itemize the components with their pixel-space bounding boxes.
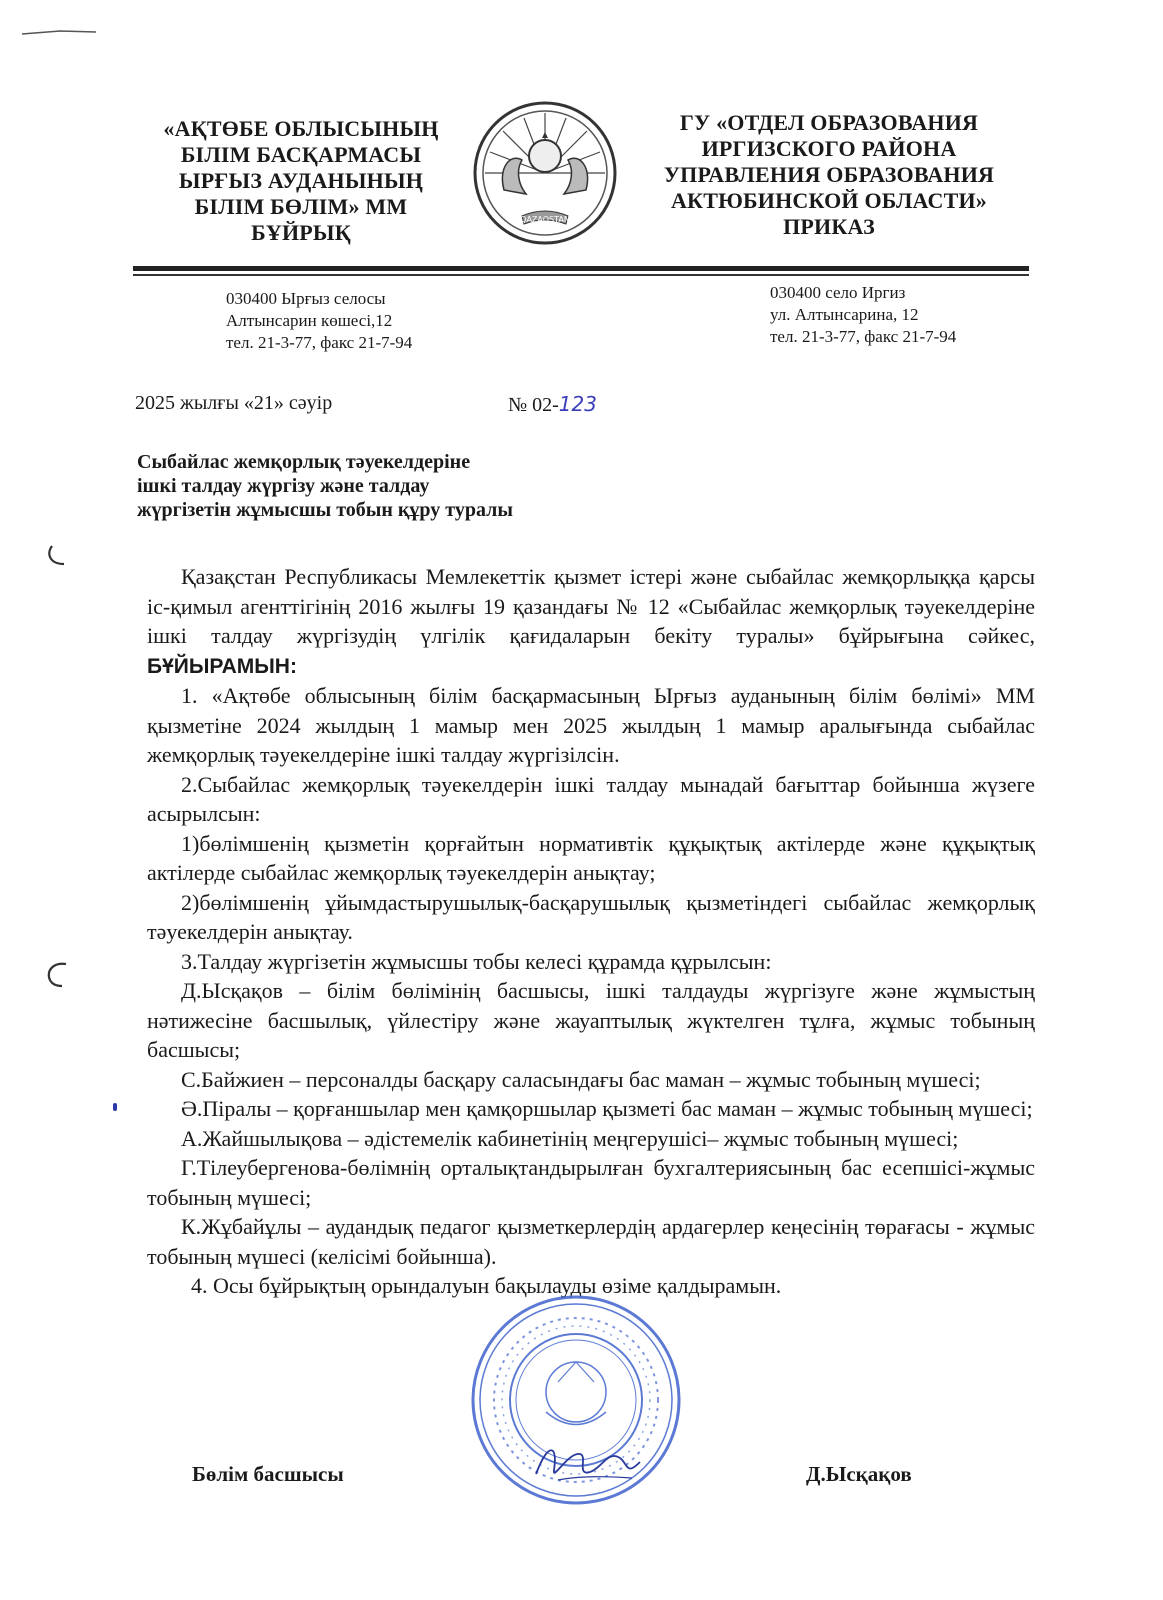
address-russian: [770, 282, 956, 348]
header-left-line: «АҚТӨБЕ ОБЛЫСЫНЫҢ: [163, 116, 439, 141]
intro-paragraph: [147, 562, 1035, 681]
header-left-line: БІЛІМ БАСҚАРМАСЫ: [180, 142, 422, 167]
state-emblem-icon: [470, 98, 620, 248]
punch-hole-mark: [42, 960, 70, 988]
header-right-line: АКТЮБИНСКОЙ ОБЛАСТИ»: [670, 188, 988, 213]
clause-2-2: 2)бөлімшенің ұйымдастырушылық-басқарушылық қызметіндегі сыбайлас жемқорлық тәуекелдерін анықтау.: [147, 889, 1035, 944]
member-2: С.Байжиен – персоналды басқару саласындағы бас маман – жұмыс тобының мүшесі;: [181, 1066, 981, 1092]
order-number-prefix: № 02-: [508, 394, 559, 416]
intro-text: Қазақстан Республикасы Мемлекеттік қызмет істері және сыбайлас жемқорлыққа қарсы іс-қимыл агенттігінің 2016 жылғы 19 қазандағы № 12 «Сыбайлас жемқорлық тәуекелдеріне ішкі талдау жүргізудің үлгілік қағидаларын бекіту туралы» бұйрығына сәйкес,: [147, 564, 1035, 648]
scan-mark: [20, 28, 98, 36]
header-divider-thin: [133, 274, 1029, 276]
header-russian: [640, 110, 1018, 240]
address-line: Алтынсарин көшесі,12: [226, 311, 393, 330]
member-1: Д.Ысқақов – білім бөлімінің басшысы, ішкі талдауды жүргізуге және жұмыстың нәтижесіне басшылық, үйлестіру және жауаптылық жүктелген тұлға, жұмыс тобының басшысы;: [147, 978, 1035, 1062]
clause-1: 1. «Ақтөбе облысының білім басқармасының Ырғыз ауданының білім бөлімі» ММ қызметіне 2024 жылдың 1 мамыр мен 2025 жылдың 1 мамыр аралығында сыбайлас жемқорлық тәуекелдеріне ішкі талдау жүргізілсін.: [147, 683, 1035, 767]
official-seal-stamp: [468, 1292, 684, 1508]
header-right-line: ГУ «ОТДЕЛ ОБРАЗОВАНИЯ: [679, 110, 979, 135]
clause-4: 4. Осы бұйрықтың орындалуын бақылауды өзіме қалдырамын.: [191, 1273, 782, 1298]
order-body: [147, 562, 1035, 1301]
handwritten-signature: [528, 1432, 648, 1492]
emblem-text: QAZAQSTAN: [520, 215, 570, 224]
ink-dot: [113, 1103, 117, 1111]
header-divider-thick: [133, 266, 1029, 271]
header-left-title: БҰЙРЫҚ: [251, 220, 351, 245]
subject-line: Сыбайлас жемқорлық тәуекелдеріне: [137, 451, 471, 473]
address-kazakh: [226, 288, 412, 354]
address-line: ул. Алтынсарина, 12: [770, 305, 919, 324]
subject-line: ішкі талдау жүргізу және талдау: [137, 475, 430, 497]
header-right-title: ПРИКАЗ: [783, 214, 875, 239]
order-date: 2025 жылғы «21» сәуір: [135, 392, 333, 414]
address-line: 030400 Ырғыз селосы: [226, 289, 386, 308]
address-line: тел. 21-3-77, факс 21-7-94: [226, 333, 413, 352]
clause-2-1: 1)бөлімшенің қызметін қорғайтын нормативтік құқықтық актілерде және құқықтық актілерде сыбайлас жемқорлық тәуекелдерін анықтау;: [147, 830, 1035, 885]
header-left-line: ЫРҒЫЗ АУДАНЫНЫҢ: [178, 168, 424, 193]
header-right-line: ИРГИЗСКОГО РАЙОНА: [701, 136, 957, 161]
address-line: тел. 21-3-77, факс 21-7-94: [770, 327, 957, 346]
address-line: 030400 село Иргиз: [770, 283, 906, 302]
header-right-line: УПРАВЛЕНИЯ ОБРАЗОВАНИЯ: [663, 162, 995, 187]
subject-line: жүргізетін жұмысшы тобын құру туралы: [137, 499, 513, 521]
order-number-handwritten: 123: [558, 392, 597, 416]
member-4: А.Жайшылықова – әдістемелік кабинетінің меңгерушісі– жұмыс тобының мүшесі;: [181, 1125, 959, 1151]
member-3: Ә.Піралы – қорғаншылар мен қамқоршылар қызметі бас маман – жұмыс тобының мүшесі;: [181, 1096, 1033, 1121]
member-6: К.Жұбайұлы – аудандық педагог қызметкерлердің ардагерлер кеңесінің төрағасы - жұмыс тобының мүшесі (келісімі бойынша).: [147, 1214, 1035, 1269]
member-5: Г.Тілеубергенова-бөлімнің орталықтандырылған бухгалтериясының бас есепшісі-жұмыс тобының мүшесі;: [147, 1155, 1035, 1210]
order-number: [508, 392, 597, 417]
header-kazakh: [146, 116, 456, 246]
clause-2: 2.Сыбайлас жемқорлық тәуекелдерін ішкі талдау мынадай бағыттар бойынша жүзеге асырылсын:: [147, 771, 1035, 826]
order-subject: [137, 450, 513, 522]
signatory-name: Д.Ысқақов: [806, 1462, 912, 1486]
header-left-line: БІЛІМ БӨЛІМ» ММ: [194, 194, 408, 219]
clause-3: 3.Талдау жүргізетін жұмысшы тобы келесі құрамда құрылсын:: [181, 948, 772, 974]
signatory-position: Бөлім басшысы: [192, 1462, 344, 1486]
order-keyword: БҰЙЫРАМЫН:: [147, 654, 297, 678]
punch-hole-mark: [42, 540, 70, 568]
